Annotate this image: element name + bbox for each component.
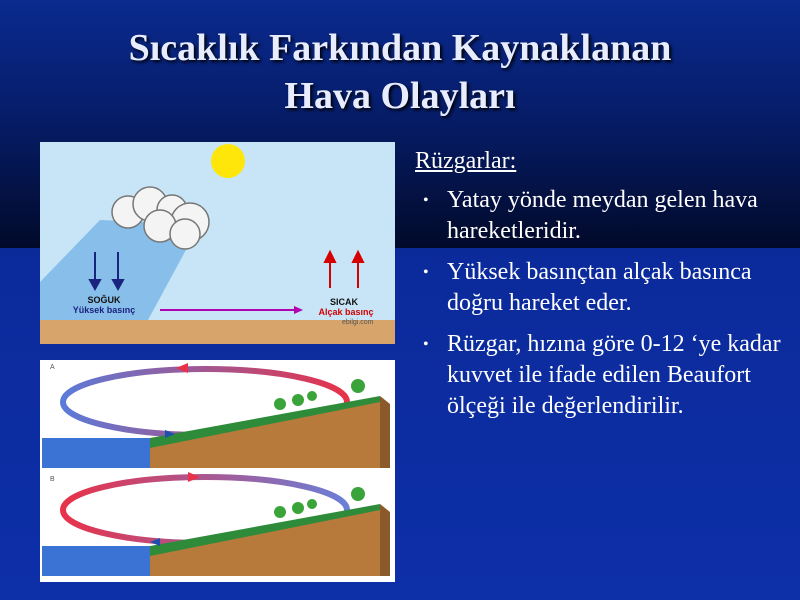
bullet-icon: •	[423, 192, 429, 209]
panel-b-marker: B	[50, 476, 55, 483]
watermark: ebilgi.com	[342, 319, 374, 326]
bullet-icon: •	[423, 336, 429, 353]
bullet-list	[415, 185, 785, 422]
bullet-text: Yüksek basınçtan alçak basınca doğru hareket eder.	[447, 259, 752, 316]
land-side-a	[380, 396, 390, 468]
breeze-circulation-illustration	[40, 360, 395, 582]
low-pressure-label: Alçak basınç	[318, 307, 374, 317]
wind-pressure-diagram	[40, 142, 395, 344]
list-item	[415, 257, 785, 319]
list-item	[415, 185, 785, 247]
bullet-icon: •	[423, 264, 429, 281]
hot-label: SICAK	[329, 297, 358, 307]
cold-label: SOĞUK	[87, 295, 121, 305]
wind-arrow-icon	[160, 306, 303, 314]
list-item	[415, 329, 785, 422]
panel-a-marker: A	[50, 364, 55, 371]
bullet-text: Yatay yönde meydan gelen hava hareketleridir.	[447, 187, 758, 244]
content-text	[415, 148, 785, 432]
land-side-b	[380, 504, 390, 576]
title-line-2: Hava Olayları	[284, 75, 516, 117]
bullet-text: Rüzgar, hızına göre 0-12 ‘ye kadar kuvvet ile ifade edilen Beaufort ölçeği ile değerlendirilir.	[447, 331, 781, 419]
arrow-icon	[188, 472, 200, 482]
high-pressure-label: Yüksek basınç	[72, 305, 136, 315]
slide-title	[0, 24, 800, 120]
section-heading: Rüzgarlar:	[415, 148, 517, 174]
title-line-1: Sıcaklık Farkından Kaynaklanan	[128, 27, 672, 69]
up-arrow-icon	[325, 252, 363, 288]
sea-breeze-diagram	[40, 360, 395, 582]
sun-icon	[211, 144, 245, 178]
